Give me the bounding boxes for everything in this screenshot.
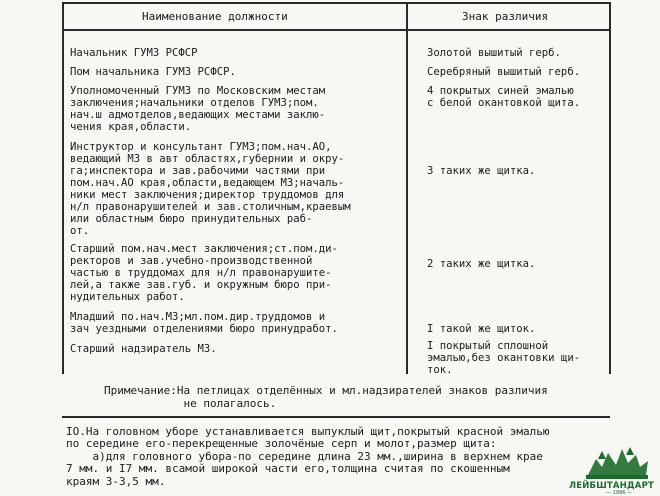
row-text-line: I покрытый сплошной — [427, 340, 549, 352]
row-text-line: частью в труддомах для н/л правонарушите- — [70, 267, 332, 279]
footer-paragraph — [66, 426, 549, 488]
note-line: Примечание:На петлицах отделённых и мл.надзирателей знаков различия — [104, 384, 548, 397]
column-divider — [406, 2, 408, 374]
row-text-line: с белой окантовкой щита. — [427, 97, 581, 109]
row-text-line: ток. — [427, 364, 453, 376]
row-insignia — [427, 47, 561, 59]
row-position — [70, 311, 338, 335]
row-text-line: га;инспектора и зав.рабочими частями при — [70, 165, 326, 177]
row-position — [70, 343, 217, 355]
row-insignia — [427, 66, 580, 78]
row-text-line: эмалью,без окантовки щи- — [427, 352, 581, 364]
row-text-line: ники мест заключения;директор труддомов для — [70, 189, 345, 201]
row-text-line: Золотой вышитый герб. — [427, 47, 561, 59]
row-text-line: зач уездными отделениями бюро принудработ. — [70, 323, 338, 335]
row-text-line: лей,а также зав.губ. и окружным бюро при- — [70, 279, 332, 291]
row-text-line: 4 покрытых синей эмалью — [427, 85, 574, 97]
header-position: Наименование должности — [142, 10, 288, 23]
row-text-line: I такой же щиток. — [427, 323, 536, 335]
row-text-line: Младший по.нач.МЗ;мл.пом.дир.труддомов и — [70, 311, 326, 323]
row-text-line: 2 таких же щитка. — [427, 258, 536, 270]
footer-line: краям 3-3,5 мм. — [66, 474, 166, 488]
note-block — [104, 384, 548, 410]
row-text-line: от. — [70, 225, 90, 237]
row-position — [70, 85, 325, 133]
row-text-line: нудительных работ. — [70, 291, 185, 303]
footer-top-border — [62, 416, 610, 418]
row-text-line: Старший пом.нач.мест заключения;ст.пом.ди- — [70, 243, 338, 255]
header-underline — [62, 29, 610, 31]
table-top-border — [62, 2, 610, 4]
row-insignia — [427, 258, 535, 270]
row-text-line: Старший надзиратель МЗ. — [70, 343, 217, 355]
table-left-border — [62, 2, 64, 374]
row-position — [70, 66, 236, 78]
row-text-line: Уполномоченный ГУМЗ по Московским местам — [70, 85, 326, 97]
row-position — [70, 243, 338, 303]
row-insignia — [427, 323, 535, 335]
row-text-line: или областным бюро принудительных раб- — [70, 213, 313, 225]
row-text-line: заключения;начальники отделов ГУМЗ;пом. — [70, 97, 319, 109]
row-insignia — [427, 85, 580, 109]
table-right-border — [609, 2, 611, 374]
row-text-line: ректоров и зав.учебно-производственной — [70, 255, 313, 267]
row-insignia — [427, 165, 535, 177]
footer-line: IO.На головном уборе устанавливается выпуклый щит,покрытый красной эмалью — [66, 425, 550, 438]
header-insignia: Знак различия — [462, 10, 549, 23]
footer-line: а)для головного убора-по середине длина 23 мм.,ширина в верхнем крае — [66, 449, 543, 463]
row-insignia — [427, 340, 580, 376]
row-text-line: ведающий МЗ в авт областях,губернии и окру- — [70, 153, 345, 165]
row-text-line: Пом начальника ГУМЗ РСФСР. — [70, 66, 236, 78]
watermark-year: — 1996 — — [606, 490, 632, 496]
row-text-line: 3 таких же щитка. — [427, 165, 536, 177]
row-text-line: Начальник ГУМЗ РСФСР — [70, 47, 198, 59]
footer-line: по середине его-перекрещенные золочёные серп и молот,размер щита: — [66, 437, 497, 451]
note-line: не полагалось. — [104, 397, 277, 410]
row-text-line: пом.нач.АО края,области,ведающем МЗ;началь- — [70, 177, 345, 189]
row-position — [70, 141, 351, 237]
row-position — [70, 47, 198, 59]
row-text-line: н/л правонарушителей и зав.столичным,краевым — [70, 201, 351, 213]
row-text-line: Серебряный вышитый герб. — [427, 66, 581, 78]
row-text-line: чения края,области. — [70, 121, 192, 133]
row-text-line: нач.ш адмотделов,ведающих местами заклю- — [70, 109, 326, 121]
watermark-name: ЛЕЙБШТАНДАРТ — [568, 481, 654, 491]
footer-line: 7 мм. и I7 мм. всамой широкой части его,толщина считая по скошенным — [66, 462, 510, 476]
row-text-line: Инструктор и консультант ГУМЗ;пом.нач.АО, — [70, 141, 332, 153]
